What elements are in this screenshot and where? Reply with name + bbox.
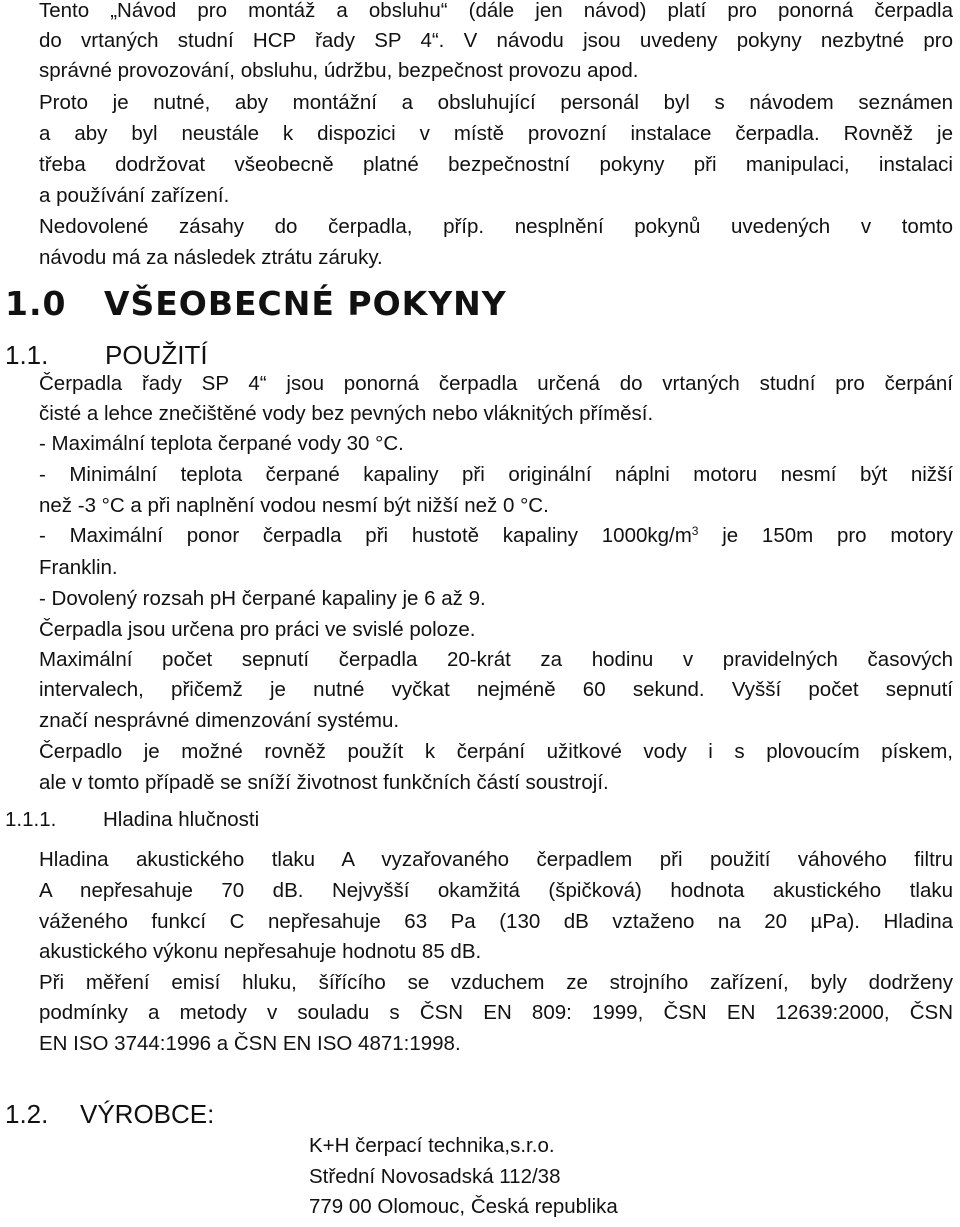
- body-line: než -3 °C a při naplnění vodou nesmí být nižší než 0 °C.: [39, 494, 549, 517]
- body-line: čisté a lehce znečištěné vody bez pevných nebo vláknitých příměsí.: [39, 402, 654, 425]
- section-title-1-2: VÝROBCE:: [80, 1099, 215, 1129]
- intro-line: návodu má za následek ztrátu záruky.: [39, 246, 383, 269]
- body-line: Při měření emisí hluku, šířícího se vzduchem ze strojního zařízení, byly dodrženy: [39, 971, 953, 994]
- section-number-1-1: 1.1.: [5, 340, 49, 370]
- body-line: Franklin.: [39, 556, 118, 579]
- intro-line: Nedovolené zásahy do čerpadla, příp. nesplnění pokynů uvedených v tomto: [39, 215, 953, 238]
- section-number-1-1-1: 1.1.1.: [5, 808, 57, 831]
- body-line: A nepřesahuje 70 dB. Nejvyšší okamžitá (špičková) hodnota akustického tlaku: [39, 879, 953, 902]
- ponor-text-a: - Maximální ponor čerpadla při hustotě kapaliny 1000kg/m: [39, 524, 692, 547]
- ponor-text-b: je 150m pro motory: [698, 524, 953, 547]
- body-line: akustického výkonu nepřesahuje hodnotu 85 dB.: [39, 940, 482, 963]
- ponor-superscript: 3: [691, 524, 699, 538]
- intro-line: třeba dodržovat všeobecně platné bezpečnostní pokyny při manipulaci, instalaci: [39, 153, 953, 176]
- body-line: intervalech, přičemž je nutné vyčkat nejméně 60 sekund. Vyšší počet sepnutí: [39, 678, 953, 701]
- body-line: Čerpadla jsou určena pro práci ve svislé poloze.: [39, 618, 476, 641]
- body-line-ponor: [39, 521, 953, 551]
- body-line: EN ISO 3744:1996 a ČSN EN ISO 4871:1998.: [39, 1032, 461, 1055]
- intro-line: Tento „Návod pro montáž a obsluhu“ (dále jen návod) platí pro ponorná čerpadla: [39, 0, 953, 22]
- manufacturer-name: K+H čerpací technika,s.r.o.: [309, 1134, 555, 1157]
- body-line: Maximální počet sepnutí čerpadla 20-krát za hodinu v pravidelných časových: [39, 648, 953, 671]
- body-line: - Dovolený rozsah pH čerpané kapaliny je 6 až 9.: [39, 587, 486, 610]
- section-number: 1.0: [5, 284, 67, 323]
- manufacturer-city: 779 00 Olomouc, Česká republika: [309, 1195, 618, 1218]
- section-number-1-2: 1.2.: [5, 1099, 49, 1129]
- body-line: Čerpadlo je možné rovněž použít k čerpání užitkové vody i s plovoucím pískem,: [39, 740, 953, 763]
- body-line: Hladina akustického tlaku A vyzařovaného čerpadlem při použití váhového filtru: [39, 848, 953, 871]
- intro-line: a používání zařízení.: [39, 184, 230, 207]
- body-line: Čerpadla řady SP 4“ jsou ponorná čerpadla určená do vrtaných studní pro čerpání: [39, 372, 953, 395]
- body-line: - Minimální teplota čerpané kapaliny při originální náplni motoru nesmí být nižší: [39, 463, 953, 486]
- manufacturer-street: Střední Novosadská 112/38: [309, 1165, 561, 1188]
- section-title: VŠEOBECNÉ POKYNY: [103, 284, 507, 323]
- intro-line: do vrtaných studní HCP řady SP 4“. V návodu jsou uvedeny pokyny nezbytné pro: [39, 29, 953, 52]
- section-title-1-1: POUŽITÍ: [105, 340, 208, 370]
- intro-line: a aby byl neustále k dispozici v místě provozní instalace čerpadla. Rovněž je: [39, 122, 953, 145]
- body-line: značí nesprávné dimenzování systému.: [39, 709, 400, 732]
- section-title-1-1-1: Hladina hlučnosti: [103, 808, 260, 831]
- intro-line: správné provozování, obsluhu, údržbu, bezpečnost provozu apod.: [39, 59, 639, 82]
- body-line: ale v tomto případě se sníží životnost funkčních částí soustrojí.: [39, 771, 609, 794]
- section-heading-1: [5, 284, 507, 323]
- body-line: podmínky a metody v souladu s ČSN EN 809: 1999, ČSN EN 12639:2000, ČSN: [39, 1001, 953, 1024]
- intro-line: Proto je nutné, aby montážní a obsluhující personál byl s návodem seznámen: [39, 91, 953, 114]
- body-line: - Maximální teplota čerpané vody 30 °C.: [39, 432, 404, 455]
- body-line: váženého funkcí C nepřesahuje 63 Pa (130 dB vztaženo na 20 µPa). Hladina: [39, 910, 953, 933]
